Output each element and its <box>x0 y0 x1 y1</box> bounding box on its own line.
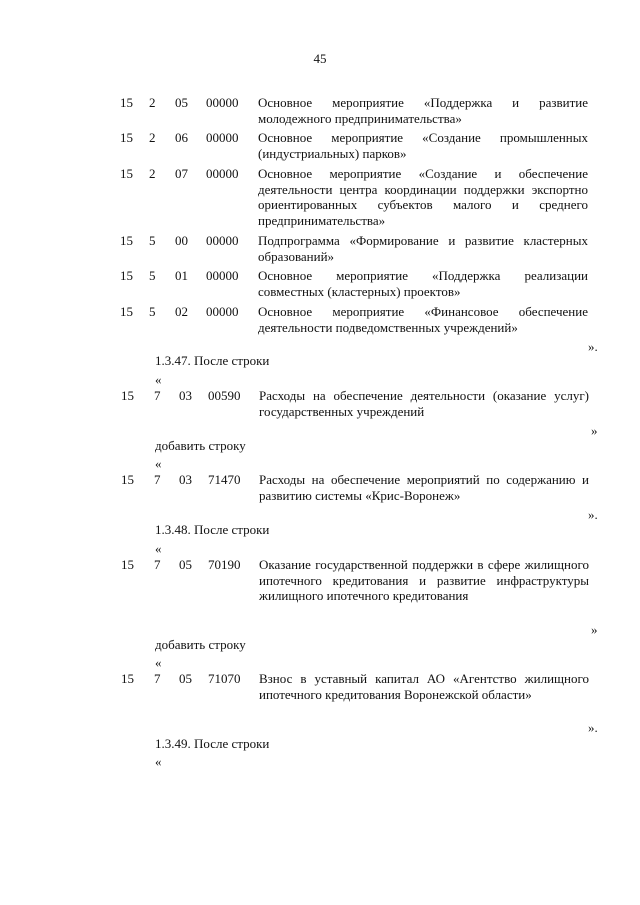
section-heading: 1.3.49. После строки <box>155 736 270 751</box>
code-col-4: 00000 <box>206 233 239 248</box>
closing-quote: ». <box>588 507 598 522</box>
code-col-3: 02 <box>175 304 188 319</box>
code-col-1: 15 <box>121 671 134 686</box>
code-col-2: 7 <box>154 557 161 572</box>
code-col-1: 15 <box>120 233 133 248</box>
code-col-2: 5 <box>149 268 156 283</box>
code-col-4: 00000 <box>206 166 239 181</box>
code-col-1: 15 <box>121 472 134 487</box>
closing-quote: ». <box>588 339 598 354</box>
code-col-1: 15 <box>120 166 133 181</box>
code-col-3: 05 <box>179 557 192 572</box>
code-col-4: 00000 <box>206 130 239 145</box>
code-col-4: 00590 <box>208 388 241 403</box>
add-row-label: добавить строку <box>155 637 246 652</box>
code-col-3: 05 <box>175 95 188 110</box>
code-col-4: 00000 <box>206 95 239 110</box>
row-description: Расходы на обеспечение мероприятий по содержанию и развитию системы «Крис-Воронеж» <box>259 472 589 503</box>
section-heading: 1.3.48. После строки <box>155 522 270 537</box>
code-col-4: 71470 <box>208 472 241 487</box>
code-col-2: 7 <box>154 671 161 686</box>
code-col-4: 70190 <box>208 557 241 572</box>
row-description: Основное мероприятие «Поддержка реализации совместных (кластерных) проектов» <box>258 268 588 299</box>
row-description: Взнос в уставный капитал АО «Агентство жилищного ипотечного кредитования Воронежской области» <box>259 671 589 702</box>
code-col-2: 7 <box>154 472 161 487</box>
code-col-1: 15 <box>120 268 133 283</box>
code-col-1: 15 <box>121 388 134 403</box>
closing-quote: » <box>591 622 598 637</box>
code-col-2: 5 <box>149 233 156 248</box>
code-col-2: 2 <box>149 95 156 110</box>
code-col-2: 7 <box>154 388 161 403</box>
opening-quote: « <box>155 754 162 769</box>
code-col-3: 01 <box>175 268 188 283</box>
code-col-1: 15 <box>120 95 133 110</box>
code-col-4: 00000 <box>206 268 239 283</box>
row-description: Оказание государственной поддержки в сфере жилищного ипотечного кредитования и развитие инфраструктуры жилищного ипотечного кредитования <box>259 557 589 603</box>
closing-quote: ». <box>588 720 598 735</box>
opening-quote: « <box>155 541 162 556</box>
closing-quote: » <box>591 423 598 438</box>
section-heading: 1.3.47. После строки <box>155 353 270 368</box>
code-col-3: 03 <box>179 472 192 487</box>
opening-quote: « <box>155 456 162 471</box>
add-row-label: добавить строку <box>155 438 246 453</box>
code-col-1: 15 <box>121 557 134 572</box>
opening-quote: « <box>155 655 162 670</box>
row-description: Основное мероприятие «Поддержка и развитие молодежного предпринимательства» <box>258 95 588 126</box>
code-col-3: 06 <box>175 130 188 145</box>
page-number: 45 <box>313 51 327 66</box>
code-col-2: 5 <box>149 304 156 319</box>
code-col-3: 07 <box>175 166 188 181</box>
code-col-2: 2 <box>149 130 156 145</box>
row-description: Расходы на обеспечение деятельности (оказание услуг) государственных учреждений <box>259 388 589 419</box>
code-col-1: 15 <box>120 130 133 145</box>
code-col-3: 05 <box>179 671 192 686</box>
row-description: Основное мероприятие «Создание и обеспечение деятельности центра координации поддержки экспортно ориентированных субъектов малого и среднего предпринимательства» <box>258 166 588 228</box>
code-col-4: 71070 <box>208 671 241 686</box>
opening-quote: « <box>155 372 162 387</box>
row-description: Основное мероприятие «Финансовое обеспечение деятельности подведомственных учреждений» <box>258 304 588 335</box>
code-col-1: 15 <box>120 304 133 319</box>
code-col-4: 00000 <box>206 304 239 319</box>
row-description: Подпрограмма «Формирование и развитие кластерных образований» <box>258 233 588 264</box>
code-col-2: 2 <box>149 166 156 181</box>
row-description: Основное мероприятие «Создание промышленных (индустриальных) парков» <box>258 130 588 161</box>
code-col-3: 03 <box>179 388 192 403</box>
code-col-3: 00 <box>175 233 188 248</box>
